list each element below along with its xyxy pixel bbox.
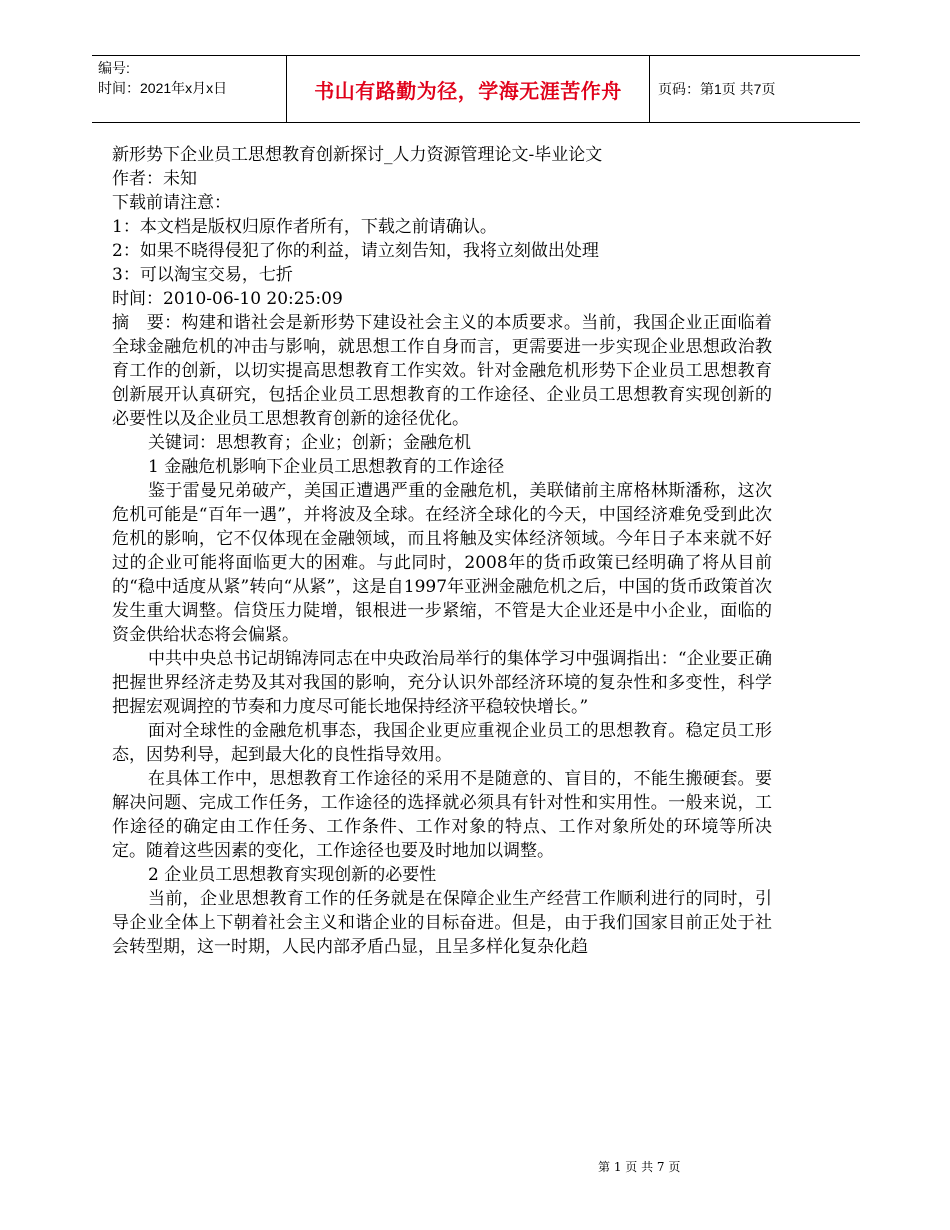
document-time: 时间：2010-06-10 20:25:09 — [112, 289, 343, 309]
section-1-paragraph-4: 在具体工作中，思想教育工作途径的采用不是随意的、盲目的，不能生搬硬套。要解决问题、完成工作任务，工作途径的选择就必须具有针对性和实用性。一般来说，工作途径的确定由工作任务、工作条件、工作对象的特点、工作对象所处的环境等所决定。随着这些因素的变化，工作途径也要及时地加以调整。 — [112, 769, 772, 861]
header-date: 时间：2021年x月x日 — [98, 80, 228, 96]
section-2-heading: 2 企业员工思想教育实现创新的必要性 — [148, 865, 437, 885]
section-1-paragraph-1: 鉴于雷曼兄弟破产，美国正遭遇严重的金融危机，美联储前主席格林斯潘称，这次危机可能是“百年一遇”，并将波及全球。在经济全球化的今天，中国经济难免受到此次危机的影响，它不仅体现在金融领域，而且将触及实体经济领域。今年日子本来就不好过的企业可能将面临更大的困难。与此同时，2008年的货币政策已经明确了将从目前的“稳中适度从紧”转向“从紧”，这是自1997年亚洲金融危机之后，中国的货币政策首次发生重大调整。信贷压力陡增，银根进一步紧缩，不管是大企业还是中小企业，面临的资金供给状态将会偏紧。 — [112, 481, 772, 645]
header-motto: 书山有路勤为径，学海无涯苦作舟 — [314, 78, 622, 103]
header-page-label: 页码：第1页 共7页 — [658, 81, 776, 97]
page-header — [92, 55, 860, 123]
document-number-label: 编号: — [98, 60, 130, 76]
keywords: 关键词：思想教育；企业；创新；金融危机 — [148, 433, 471, 453]
document-author: 作者：未知 — [112, 169, 197, 189]
section-1-heading: 1 金融危机影响下企业员工思想教育的工作途径 — [148, 457, 505, 477]
document-body — [112, 143, 772, 959]
section-1-paragraph-3: 面对全球性的金融危机事态，我国企业更应重视企业员工的思想教育。稳定员工形态，因势利导，起到最大化的良性指导效用。 — [112, 721, 772, 765]
header-page-cell — [650, 56, 860, 122]
notice-item-1: 1：本文档是版权归原作者所有，下载之前请确认。 — [112, 217, 497, 237]
section-2-paragraph-1: 当前，企业思想教育工作的任务就是在保障企业生产经营工作顺利进行的同时，引导企业全体上下朝着社会主义和谐企业的目标奋进。但是，由于我们国家目前正处于社会转型期，这一时期，人民内部矛盾凸显，且呈多样化复杂化趋 — [112, 889, 772, 957]
notice-item-2: 2：如果不晓得侵犯了你的利益，请立刻告知，我将立刻做出处理 — [112, 241, 599, 261]
header-motto-cell — [286, 56, 650, 122]
page-footer: 第 1 页 共 7 页 — [598, 1160, 681, 1174]
document-title: 新形势下企业员工思想教育创新探讨_人力资源管理论文-毕业论文 — [112, 145, 603, 165]
abstract: 摘 要：构建和谐社会是新形势下建设社会主义的本质要求。当前，我国企业正面临着全球金融危机的冲击与影响，就思想工作自身而言，更需要进一步实现企业思想政治教育工作的创新，以切实提高思想教育工作实效。针对金融危机形势下企业员工思想教育创新展开认真研究，包括企业员工思想教育的工作途径、企业员工思想教育实现创新的必要性以及企业员工思想教育创新的途径优化。 — [112, 313, 772, 429]
section-1-paragraph-2: 中共中央总书记胡锦涛同志在中央政治局举行的集体学习中强调指出：“企业要正确把握世界经济走势及其对我国的影响，充分认识外部经济环境的复杂性和多变性，科学把握宏观调控的节奏和力度尽可能长地保持经济平稳较快增长。” — [112, 649, 772, 717]
notice-item-3: 3：可以淘宝交易，七折 — [112, 265, 293, 285]
notice-heading: 下载前请注意： — [112, 193, 231, 213]
header-meta — [92, 56, 286, 122]
